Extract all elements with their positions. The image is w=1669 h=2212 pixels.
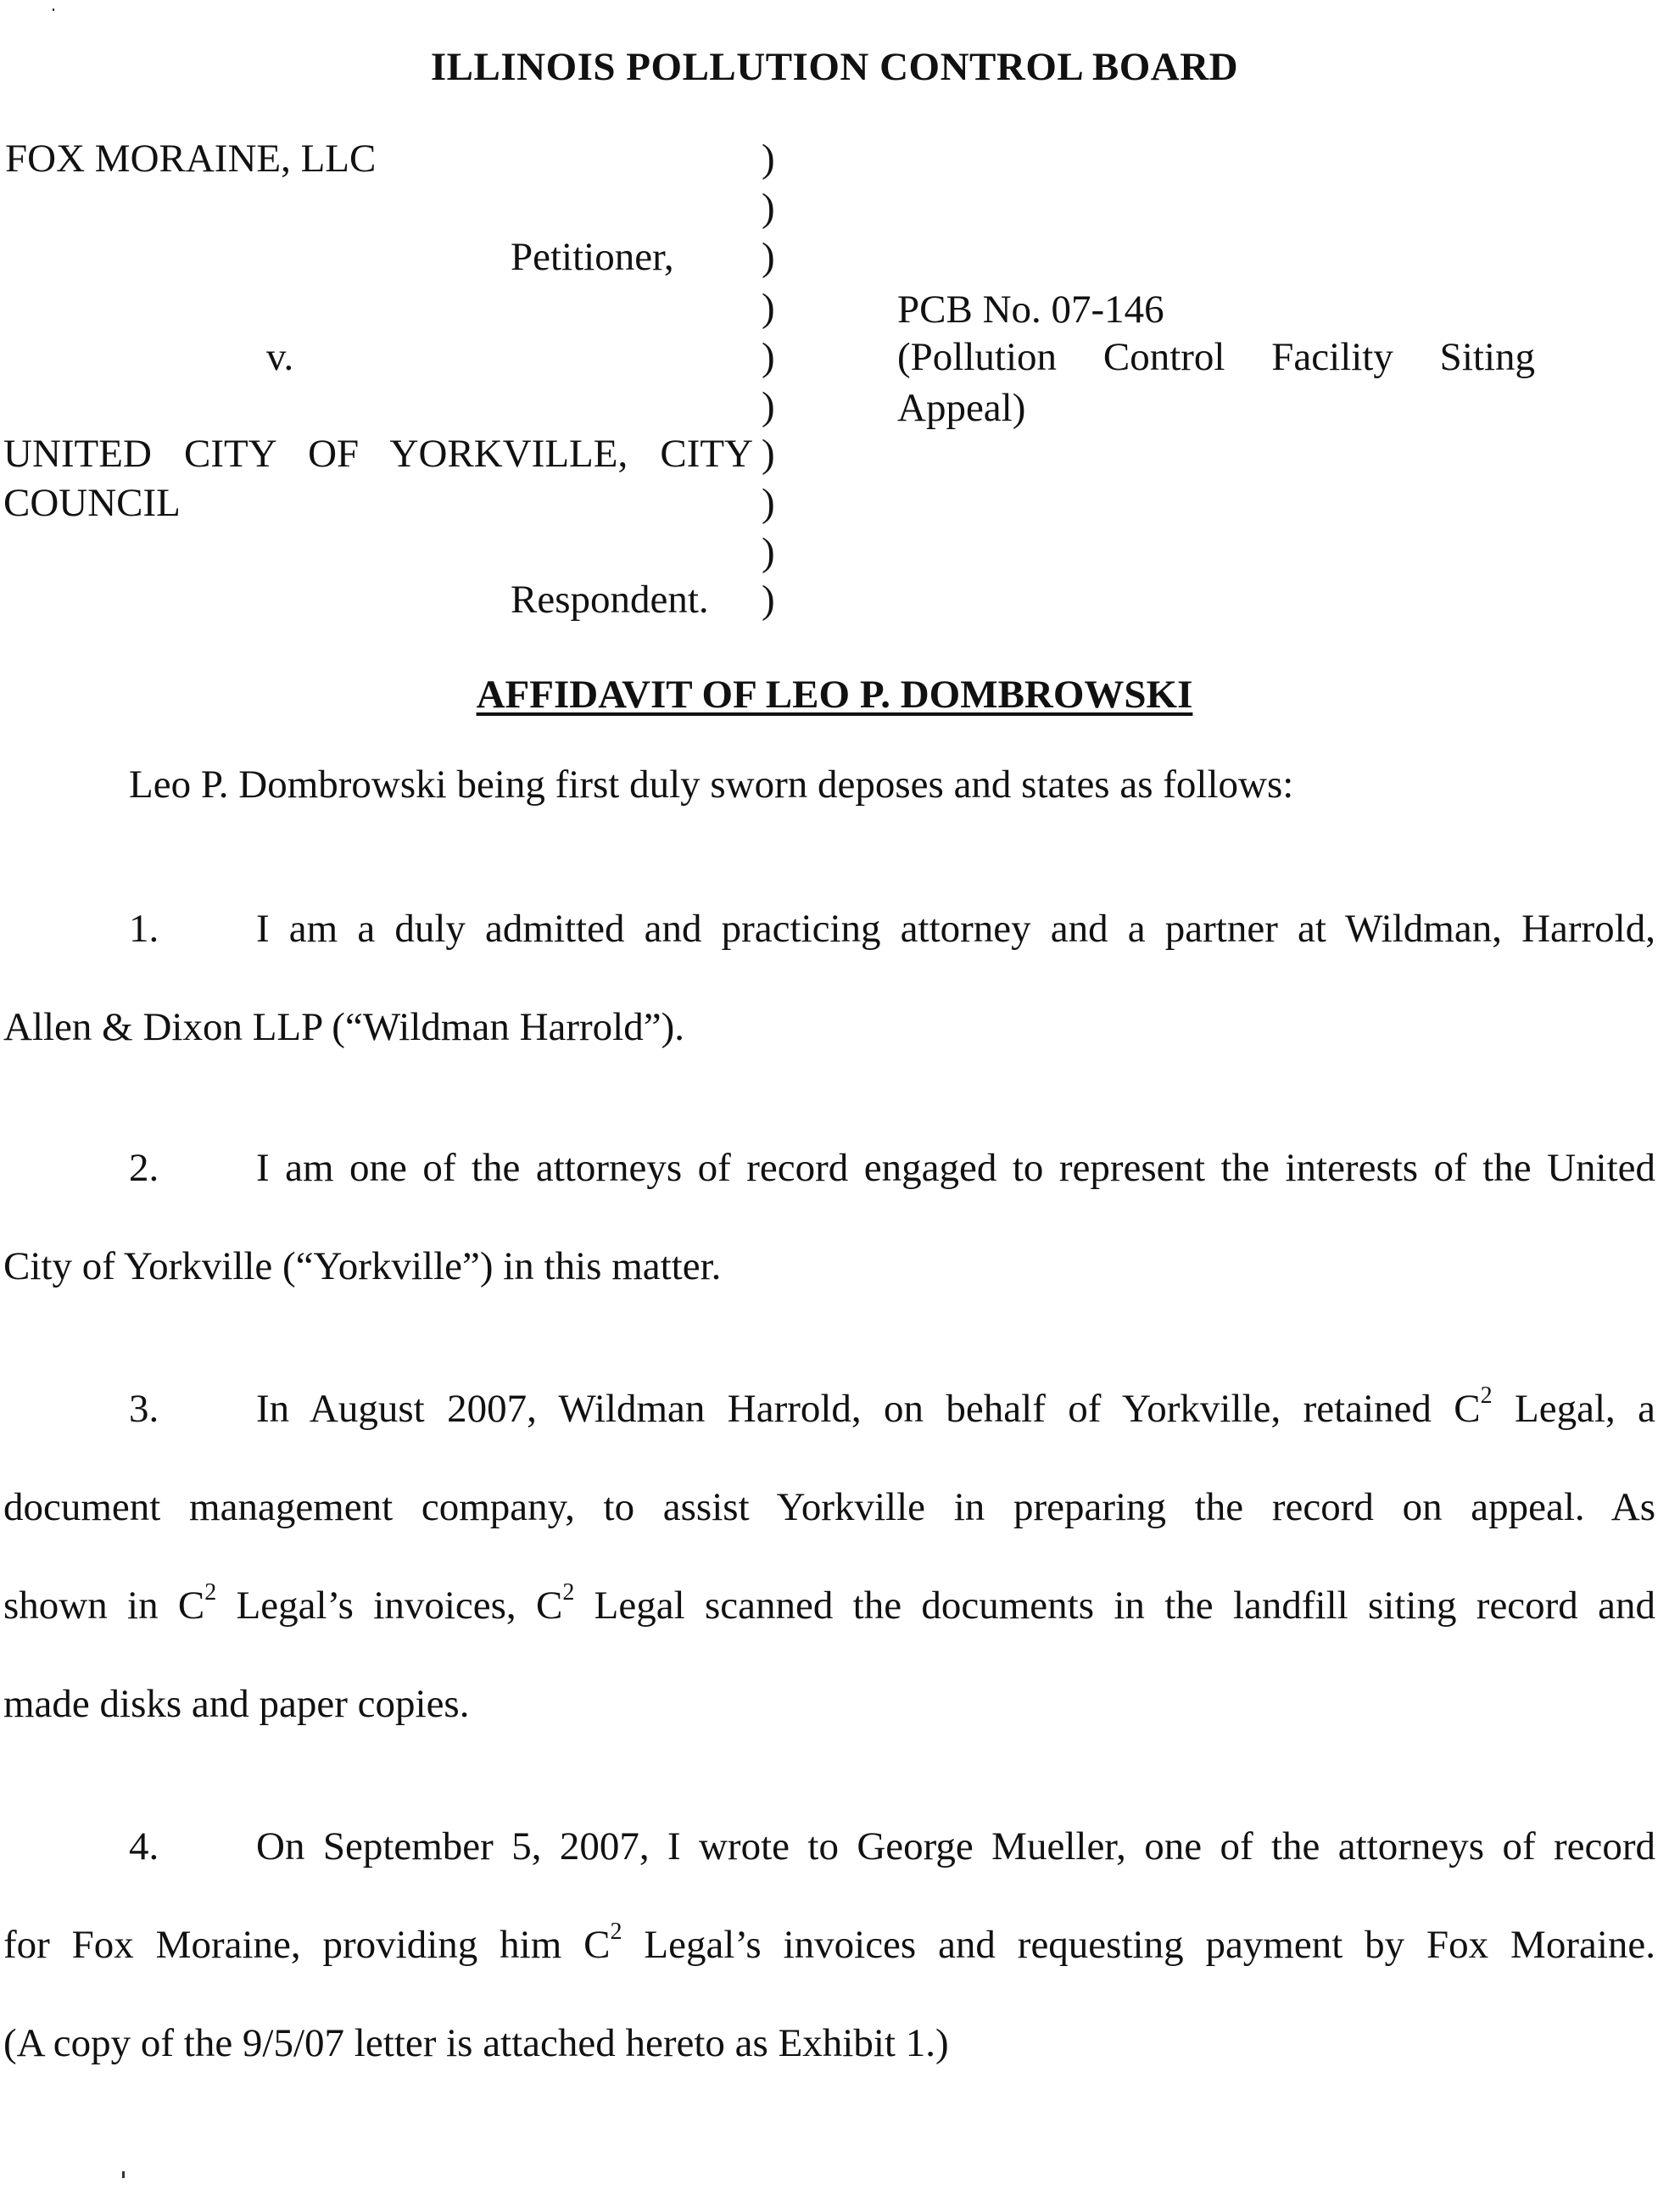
respondent-name-line2: COUNCIL bbox=[3, 481, 181, 525]
case-type-line2: Appeal) bbox=[897, 386, 1026, 430]
paragraph-number: 2. bbox=[129, 1146, 159, 1190]
paragraph-1-line: Allen & Dixon LLP (“Wildman Harrold”). bbox=[3, 1005, 684, 1049]
petitioner-role: Petitioner, bbox=[511, 235, 674, 279]
respondent-role: Respondent. bbox=[511, 578, 709, 622]
text-segment: Legal’s invoices, C bbox=[216, 1584, 563, 1628]
board-title: ILLINOIS POLLUTION CONTROL BOARD bbox=[430, 45, 1239, 89]
superscript: 2 bbox=[562, 1579, 575, 1606]
superscript: 2 bbox=[204, 1579, 217, 1606]
paragraph-4-line bbox=[3, 1919, 1655, 1968]
affidavit-title: AFFIDAVIT OF LEO P. DOMBROWSKI bbox=[476, 673, 1193, 717]
caption-paren: ) bbox=[762, 235, 775, 279]
paragraph-3-line bbox=[256, 1382, 1655, 1432]
caption-paren: ) bbox=[762, 481, 775, 525]
case-type-line1: (Pollution Control Facility Siting bbox=[897, 335, 1535, 379]
paragraph-2-line: City of Yorkville (“Yorkville”) in this matter. bbox=[3, 1244, 722, 1288]
superscript: 2 bbox=[1480, 1382, 1493, 1409]
paragraph-4-line: (A copy of the 9/5/07 letter is attached hereto as Exhibit 1.) bbox=[3, 2021, 949, 2065]
caption-paren: ) bbox=[762, 432, 775, 476]
caption-paren: ) bbox=[762, 530, 775, 574]
paragraph-3-line: document management company, to assist Yorkville in preparing the record on appeal. As bbox=[3, 1485, 1655, 1529]
paragraph-3-line bbox=[3, 1579, 1655, 1628]
versus-label: v. bbox=[266, 335, 294, 379]
paragraph-4-line: On September 5, 2007, I wrote to George Mueller, one of the attorneys of record bbox=[256, 1824, 1655, 1868]
case-number: PCB No. 07-146 bbox=[897, 288, 1164, 332]
text-segment: for Fox Moraine, providing him C bbox=[3, 1923, 611, 1967]
caption-paren: ) bbox=[762, 286, 775, 330]
scan-speck bbox=[122, 2171, 125, 2178]
paragraph-number: 4. bbox=[129, 1824, 159, 1868]
text-segment: In August 2007, Wildman Harrold, on behalf of Yorkville, retained C bbox=[256, 1387, 1481, 1431]
caption-paren: ) bbox=[762, 578, 775, 622]
affidavit-intro: Leo P. Dombrowski being first duly sworn deposes and states as follows: bbox=[129, 762, 1294, 807]
paragraph-3-line: made disks and paper copies. bbox=[3, 1682, 470, 1726]
caption-paren: ) bbox=[762, 384, 775, 428]
respondent-name-line1: UNITED CITY OF YORKVILLE, CITY bbox=[3, 432, 753, 476]
petitioner-name: FOX MORAINE, LLC bbox=[5, 137, 377, 181]
caption-paren: ) bbox=[762, 137, 775, 181]
text-segment: Legal, a bbox=[1492, 1387, 1655, 1431]
superscript: 2 bbox=[610, 1919, 622, 1945]
text-segment: shown in C bbox=[3, 1584, 205, 1628]
paragraph-2-line: I am one of the attorneys of record engaged to represent the interests of the United bbox=[256, 1146, 1655, 1190]
caption-paren: ) bbox=[762, 335, 775, 379]
paragraph-1-line: I am a duly admitted and practicing attorney and a partner at Wildman, Harrold, bbox=[256, 907, 1655, 951]
text-segment: Legal’s invoices and requesting payment by Fox Moraine. bbox=[622, 1923, 1655, 1967]
caption-paren: ) bbox=[762, 186, 775, 230]
text-segment: Legal scanned the documents in the landfill siting record and bbox=[574, 1584, 1655, 1628]
paragraph-number: 3. bbox=[129, 1387, 159, 1431]
paragraph-number: 1. bbox=[129, 907, 159, 951]
scan-speck bbox=[53, 8, 54, 11]
